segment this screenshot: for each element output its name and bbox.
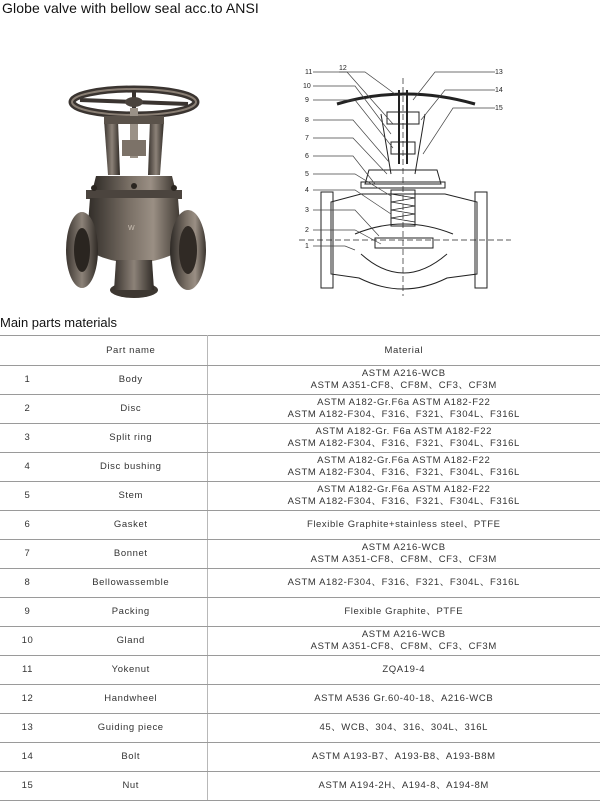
material-line: ASTM A182-F304、F316、F321、F304L、F316L [287, 496, 520, 507]
material-line: ASTM A182-Gr.F6a ASTM A182-F22 [317, 484, 491, 495]
cell-no: 6 [0, 511, 55, 540]
callout-11: 11 [305, 69, 313, 76]
table-row [0, 714, 600, 743]
table-header-row [0, 336, 600, 366]
callout-9: 9 [305, 97, 309, 104]
callout-15: 15 [495, 105, 503, 112]
material-line: ASTM A193-B7、A193-B8、A193-B8M [311, 751, 496, 762]
material-line: ASTM A182-Gr. F6a ASTM A182-F22 [315, 426, 492, 437]
cell-material [207, 627, 600, 656]
cell-part-name: Split ring [55, 424, 207, 453]
material-line: ASTM A182-F304、F316、F321、F304L、F316L [287, 577, 520, 588]
cell-part-name: Body [55, 366, 207, 395]
cell-material [207, 366, 600, 395]
table-row [0, 656, 600, 685]
material-line: ASTM A216-WCB [361, 629, 446, 640]
table-row [0, 540, 600, 569]
cell-no: 9 [0, 598, 55, 627]
table-row [0, 453, 600, 482]
material-line: ASTM A351-CF8、CF8M、CF3、CF3M [310, 380, 497, 391]
cell-no: 5 [0, 482, 55, 511]
table-row [0, 511, 600, 540]
material-line: ASTM A216-WCB [361, 542, 446, 553]
svg-text:W: W [128, 225, 135, 232]
material-line: ASTM A536 Gr.60-40-18、A216-WCB [314, 693, 494, 704]
material-line: ASTM A182-Gr.F6a ASTM A182-F22 [317, 455, 491, 466]
callout-6: 6 [305, 153, 309, 160]
material-line: ASTM A182-F304、F316、F321、F304L、F316L [287, 467, 520, 478]
cell-material [207, 395, 600, 424]
callout-3: 3 [305, 207, 309, 214]
cell-material [207, 743, 600, 772]
valve-photo [60, 80, 208, 302]
material-line: ZQA19-4 [382, 664, 426, 675]
cell-part-name: Guiding piece [55, 714, 207, 743]
table-row [0, 569, 600, 598]
callout-8: 8 [305, 117, 309, 124]
cell-part-name: Handwheel [55, 685, 207, 714]
callout-13: 13 [495, 69, 503, 76]
material-line: 45、WCB、304、316、304L、316L [319, 722, 489, 733]
material-line: ASTM A351-CF8、CF8M、CF3、CF3M [310, 554, 497, 565]
material-line: ASTM A182-Gr.F6a ASTM A182-F22 [317, 397, 491, 408]
cell-no: 13 [0, 714, 55, 743]
cell-part-name: Packing [55, 598, 207, 627]
section-title: Main parts materials [0, 315, 118, 330]
cell-part-name: Disc bushing [55, 453, 207, 482]
cell-part-name: Bolt [55, 743, 207, 772]
cell-part-name: Bonnet [55, 540, 207, 569]
cell-material [207, 511, 600, 540]
cell-part-name: Bellowassemble [55, 569, 207, 598]
cell-no: 3 [0, 424, 55, 453]
cell-no: 7 [0, 540, 55, 569]
callout-10: 10 [303, 83, 311, 90]
cell-no: 10 [0, 627, 55, 656]
cell-part-name: Disc [55, 395, 207, 424]
material-line: ASTM A182-F304、F316、F321、F304L、F316L [287, 438, 520, 449]
table-row [0, 598, 600, 627]
table-row [0, 366, 600, 395]
parts-materials-table [0, 335, 600, 801]
header-no [0, 336, 55, 366]
cell-material [207, 598, 600, 627]
cell-part-name: Stem [55, 482, 207, 511]
page-title: Globe valve with bellow seal acc.to ANSI [2, 0, 259, 16]
callout-1: 1 [305, 243, 309, 250]
cell-part-name: Gland [55, 627, 207, 656]
cell-no: 12 [0, 685, 55, 714]
cell-no: 4 [0, 453, 55, 482]
cell-no: 2 [0, 395, 55, 424]
callout-2: 2 [305, 227, 309, 234]
table-row [0, 627, 600, 656]
table-row [0, 395, 600, 424]
cell-no: 14 [0, 743, 55, 772]
callout-4: 4 [305, 187, 309, 194]
cell-no: 11 [0, 656, 55, 685]
callout-7: 7 [305, 135, 309, 142]
cell-part-name: Yokenut [55, 656, 207, 685]
cell-material [207, 569, 600, 598]
callout-5: 5 [305, 171, 309, 178]
valve-sectional-drawing [295, 64, 515, 296]
cell-material [207, 772, 600, 801]
cell-material [207, 424, 600, 453]
cell-material [207, 714, 600, 743]
cell-part-name: Nut [55, 772, 207, 801]
material-line: ASTM A351-CF8、CF8M、CF3、CF3M [310, 641, 497, 652]
cell-material [207, 656, 600, 685]
header-part-name: Part name [55, 336, 207, 366]
callout-14: 14 [495, 87, 503, 94]
cell-material [207, 453, 600, 482]
cell-no: 8 [0, 569, 55, 598]
table-row [0, 424, 600, 453]
cell-material [207, 482, 600, 511]
table-row [0, 743, 600, 772]
material-line: Flexible Graphite、PTFE [344, 606, 464, 617]
cell-no: 15 [0, 772, 55, 801]
header-material: Material [207, 336, 600, 366]
callout-12: 12 [339, 65, 347, 72]
table-row [0, 772, 600, 801]
cell-material [207, 540, 600, 569]
cell-part-name: Gasket [55, 511, 207, 540]
material-line: ASTM A182-F304、F316、F321、F304L、F316L [287, 409, 520, 420]
cell-material [207, 685, 600, 714]
table-row [0, 482, 600, 511]
cell-no: 1 [0, 366, 55, 395]
table-row [0, 685, 600, 714]
material-line: Flexible Graphite+stainless steel、PTFE [306, 519, 501, 530]
material-line: ASTM A216-WCB [361, 368, 446, 379]
material-line: ASTM A194-2H、A194-8、A194-8M [318, 780, 489, 791]
